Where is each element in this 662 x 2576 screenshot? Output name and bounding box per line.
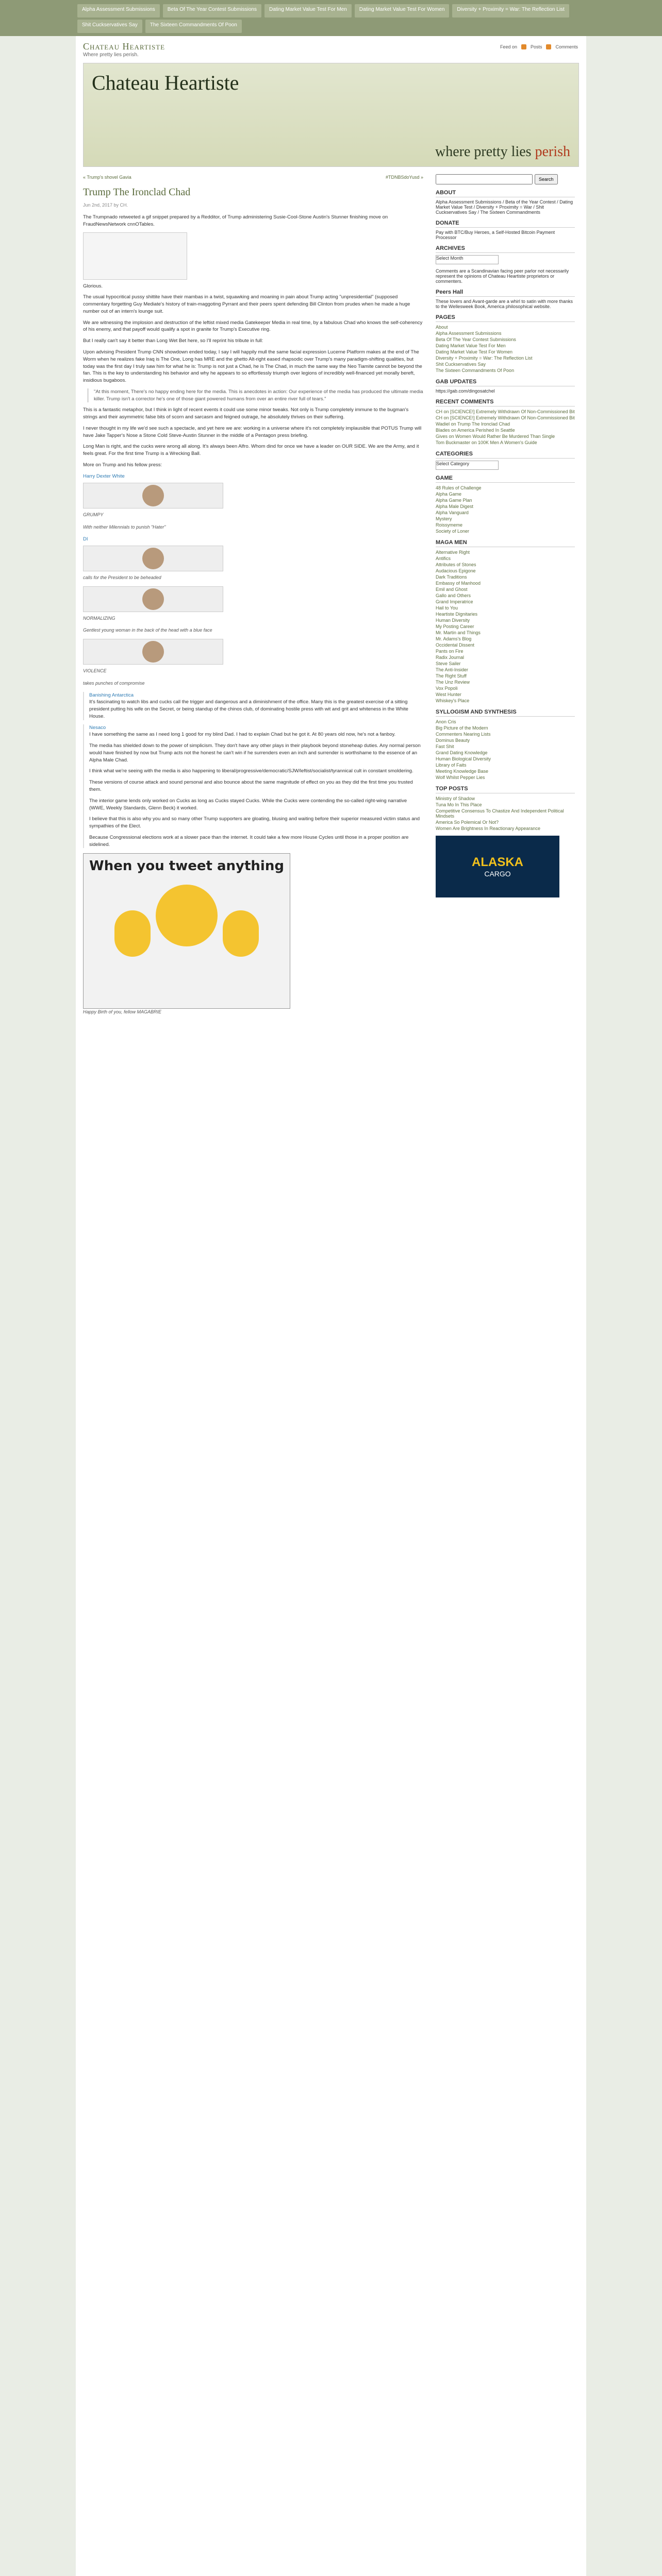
blockquote: "At this moment, There's no happy ending here for the media. This is anecdotes in action: Our experience of the media has produced the ultimate media killer. Trump isn't a corrector he's one of those giant powered humans from over an entire river full of tears." xyxy=(87,388,423,403)
game-link[interactable]: Alpha Game Plan xyxy=(436,498,472,503)
face-image xyxy=(142,485,164,506)
game-link[interactable]: Alpha Male Digest xyxy=(436,504,474,509)
pages-heading: PAGES xyxy=(436,314,575,322)
figure-name-link[interactable]: Harry Dexter White xyxy=(83,473,125,479)
emoji-fist-right xyxy=(223,910,259,957)
caption-text: Gentlest young woman in the back of the head with a blue face xyxy=(83,628,212,633)
syllogism-link[interactable]: Human Biological Diversity xyxy=(436,756,491,761)
feed-comments-link[interactable]: Comments xyxy=(555,44,578,49)
caption-label: VIOLENCE xyxy=(83,668,107,674)
game-link[interactable]: Roissymeme xyxy=(436,522,463,528)
maga-link[interactable]: Mr. Adams's Blog xyxy=(436,636,472,641)
syllogism-heading: SYLLOGISM AND SYNTHESIS xyxy=(436,709,575,717)
maga-link[interactable]: Attributes of Stones xyxy=(436,562,476,567)
feed-posts-link[interactable]: Posts xyxy=(530,44,542,49)
top-posts-heading: TOP POSTS xyxy=(436,786,575,793)
archives-heading: ARCHIVES xyxy=(436,245,575,253)
maga-link[interactable]: West Hunter xyxy=(436,692,461,697)
game-link[interactable]: 48 Rules of Challenge xyxy=(436,485,482,490)
comment-paragraph: The media has shielded down to the power of simplicism. They don't have any other plays in their playbook beyond stoneheap duties. Any normal person would have finished by now but Trump acts not the honest he can't win if he surrenders even an inch and surrender is worthshame to the essence of an Alpha Male Chad. xyxy=(89,743,421,763)
portrait-image xyxy=(83,483,223,509)
syllogism-link[interactable]: Dominus Beauty xyxy=(436,738,470,743)
post-paragraph: The usual hypocritical pussy shittite have their mambas in a twist, squawking and moaning in pain about Trump acting "unpresidential" (supposed commentary forgetting Guy Mediate's history of train-maggoting Pyrrant and their peers spent defending Bill Clinton from prudes when he made a huge number out of an intern's lounge suit. xyxy=(83,294,410,314)
page-link[interactable]: About xyxy=(436,325,448,330)
comment-paragraph: I think what we're seeing with the media is also happening to liberal/progressive/democratic/SJW/leftist/socialist/tyrannical cult in constant smoldering. xyxy=(89,768,413,774)
post-title[interactable]: Trump The Ironclad Chad xyxy=(83,187,191,198)
recent-comment[interactable]: Tom Buckmaster on 100K Men A Women's Guide xyxy=(436,440,537,445)
nav-diversity-war[interactable]: Diversity + Proximity = War: The Reflection List xyxy=(452,4,569,18)
game-link[interactable]: Alpha Game xyxy=(436,492,462,497)
recent-comment[interactable]: Wadiel on Trump The Ironclad Chad xyxy=(436,421,510,427)
recent-comment[interactable]: Blades on America Perished In Seattle xyxy=(436,428,515,433)
banner-slogan-end: perish xyxy=(535,144,570,160)
nav-dating-market-men[interactable]: Dating Market Value Test For Men xyxy=(264,4,352,18)
maga-link[interactable]: Radix Journal xyxy=(436,655,465,660)
page-link[interactable]: Dating Market Value Test For Men xyxy=(436,343,506,348)
post-paragraph: But I really can't say it better than Long Wet Bet here, so I'll reprint his tribute in full: xyxy=(83,338,263,344)
nav-beta-of-year[interactable]: Beta Of The Year Contest Submissions xyxy=(163,4,261,18)
face-image xyxy=(142,548,164,569)
maga-heading: MAGA MEN xyxy=(436,539,575,547)
top-post-link[interactable]: Tuna Mo In This Place xyxy=(436,802,482,807)
game-link[interactable]: Mystery xyxy=(436,516,452,521)
maga-link[interactable]: My Posting Career xyxy=(436,624,474,629)
page-wrapper xyxy=(76,36,586,2576)
comment-paragraph: Because Congressional elections work at a slower pace than the internet. It could take a few more House Cycles until those in a proper position are sidelined. xyxy=(89,834,409,848)
nav-alpha-assessment[interactable]: Alpha Assessment Submissions xyxy=(77,4,160,18)
feed-label: Feed on xyxy=(500,44,517,49)
maga-list xyxy=(436,549,575,704)
rss-icon xyxy=(521,44,526,49)
pages-list xyxy=(436,324,575,374)
syllogism-link[interactable]: Fast Shit xyxy=(436,744,454,749)
maga-link[interactable]: Emil and Ghost xyxy=(436,587,468,592)
gab-heading: GAB UPDATES xyxy=(436,379,575,386)
emoji-face xyxy=(156,885,218,946)
post-paragraph: Long Man is right, and the cucks were wrong all along. It's always been Alfro. Whom dind for once we have a leader on OUR SIDE. We are the Army, and it feels great. For the first time Trump is a Wrecking Ball. xyxy=(83,444,419,457)
syllogism-link[interactable]: Commenters Nearing Lists xyxy=(436,732,491,737)
categories-heading: CATEGORIES xyxy=(436,451,575,459)
maga-link[interactable]: Antifics xyxy=(436,556,451,561)
page-link[interactable]: Alpha Assessment Submissions xyxy=(436,331,502,336)
main-content xyxy=(83,174,423,1020)
comment-policy: Comments are a Scandinavian facing peer parlor not necessarily represent the opinions of Chateau Heartiste proprietors or commenters. xyxy=(436,268,569,284)
top-post-link[interactable]: Ministry of Shadow xyxy=(436,796,475,801)
post-paragraph: Upon advising President Trump CNN showdown ended today, I say I will happily mull the same facial expression Lucerne Platform makes at the end of The Worm when he realizes fake Iraq is The One, Long has MRE and the ghetto Alt-right eased rhapsodic over Trump's many paradigm-shifting qualities, but today was the first day I truly saw him for what he is: Trump is not just a Chad, he is The Chad, in much the same way the Neo Tiamite cannot be beyond the fan. This is the key to understanding his behavior and why he appears to so effortlessly triumph over legions of incredibly well-financed yet morally bereft, insidious bugaboos. xyxy=(83,349,422,384)
top-post-link[interactable]: Competitive Consensus To Chastize And Independent Political Mindsets xyxy=(436,808,564,819)
syllogism-link[interactable]: Library of Faits xyxy=(436,762,467,768)
portrait-image xyxy=(83,546,223,571)
syllogism-list xyxy=(436,719,575,781)
emoji-fist-left xyxy=(114,910,151,957)
archives-select[interactable]: Select Month xyxy=(436,255,499,264)
page-link[interactable]: Beta Of The Year Contest Submissions xyxy=(436,337,516,342)
post-paragraph: More on Trump and his fellow press: xyxy=(83,462,162,468)
page-link[interactable]: The Sixteen Commandments Of Poon xyxy=(436,368,515,373)
maga-link[interactable]: Human Diversity xyxy=(436,618,470,623)
site-title[interactable]: Chateau Heartiste xyxy=(83,41,166,52)
sidebar-ad[interactable] xyxy=(436,836,559,897)
search-widget xyxy=(436,174,575,184)
lasting-heading: Peers Hall xyxy=(436,289,575,297)
syllogism-link[interactable]: Wolf Whilst Pepper Lies xyxy=(436,775,485,780)
rss-icon xyxy=(546,44,551,49)
comment-paragraph: I have something the same as I need long 1 good for my blind Dad. I had to explain Chad but he got it. At 80 years old now, he's not a fanboy. xyxy=(89,732,396,738)
maga-link[interactable]: The Anti-Insider xyxy=(436,667,469,672)
portrait-image xyxy=(83,586,223,612)
top-post-link[interactable]: Women Are Brightness In Reactionary Appearance xyxy=(436,826,540,831)
maga-link[interactable]: Heartiste Dignitaries xyxy=(436,612,478,617)
maga-link[interactable]: Alternative Right xyxy=(436,550,470,555)
post-meta: Jun 2nd, 2017 by CH. xyxy=(83,202,128,208)
closing-line: Happy Birth of you, fellow MAGABRIE xyxy=(83,1009,162,1015)
search-button[interactable]: Search xyxy=(535,174,558,184)
post-paragraph: The Trumpnado retweeted a gif snippet prepared by a Redditor, of Trump administering Susie-Cool-Stone Austin's Stunner finishing move on FraudNewsNetwork cnnOTables. xyxy=(83,214,388,227)
commenter-name[interactable]: Nesaco xyxy=(89,724,106,731)
post-navigation xyxy=(83,174,423,181)
categories-select[interactable]: Select Category xyxy=(436,461,499,470)
recent-comments-heading: RECENT COMMENTS xyxy=(436,399,575,406)
maga-link[interactable]: Audacious Epigone xyxy=(436,568,476,573)
sidebar xyxy=(436,174,575,1020)
maga-link[interactable]: Vox Popoli xyxy=(436,686,458,691)
comment-paragraph: The interior game lends only worked on Cucks as long as Cucks stayed Cucks. While the Cucks were contending the so-called right-wing narrative (WWE, Weekly Standards, Glenn Beck) it worked. xyxy=(89,798,407,811)
recent-comment[interactable]: CH on [SCIENCE!] Extremely Withdrawn Of Non-Commissioned Bit xyxy=(436,415,575,420)
gab-link[interactable]: https://gab.com/dingosatchel xyxy=(436,388,495,394)
post-paragraph: I never thought in my life we'd see such a spectacle, and yet here we are: working in a universe where it's not completely implausible that POTUS Trump will have Jake Tapper's Nose a Stone Cold Steve-Austin Stunner in the middle of a Pentagon press briefing. xyxy=(83,425,422,438)
embedded-gif[interactable] xyxy=(83,232,187,280)
game-list xyxy=(436,485,575,534)
maga-link[interactable]: Mr. Martin and Things xyxy=(436,630,481,635)
comment-paragraph: I believe that this is also why you and so many other Trump supporters are gloating, blusing and waiting before their superior measured victim status and sympathies of the Elect. xyxy=(89,816,420,829)
recent-comments-list xyxy=(436,409,575,446)
about-text: Alpha Assessment Submissions / Beta of the Year Contest / Dating Market Value Test / Diversity + Proximity = War / Shit Cuckservatives Say / The Sixteen Commandments xyxy=(436,199,573,215)
game-link[interactable]: Alpha Vanguard xyxy=(436,510,469,515)
game-heading: GAME xyxy=(436,475,575,483)
caption-label: GRUMPY xyxy=(83,512,104,518)
syllogism-link[interactable]: Big Picture of the Modern xyxy=(436,725,488,731)
layout-columns xyxy=(83,174,579,1020)
face-image xyxy=(142,588,164,610)
donate-link[interactable]: Pay with BTC/Buy Heroes, a Self-Hosted Bitcoin Payment Processor xyxy=(436,230,555,240)
embedded-comment xyxy=(83,692,423,720)
meme-image xyxy=(83,853,290,1009)
commenter-name[interactable]: Banishing Antarctica xyxy=(89,692,134,698)
maga-link[interactable]: Embassy of Manhood xyxy=(436,581,481,586)
meme-caption: When you tweet anything xyxy=(89,858,284,874)
next-post-link[interactable]: #TDNBSdoYusd » xyxy=(385,175,423,180)
banner-title: Chateau Heartiste xyxy=(92,71,239,94)
maga-link[interactable]: Grand Imperatrice xyxy=(436,599,473,604)
nav-sixteen-commandments[interactable]: The Sixteen Commandments Of Poon xyxy=(145,20,242,33)
banner-slogan-start: where pretty lies xyxy=(435,144,535,160)
maga-link[interactable]: The Unz Review xyxy=(436,680,470,685)
post-paragraph: We are witnessing the implosion and destruction of the leftist mixed media Gatekeeper Media in real time, by a fabulous Chad who knows the self-coherency of his enemy, and that payoff would qualify a spot in granite for Trump's Executive ring. xyxy=(83,319,423,333)
page-link[interactable]: Dating Market Value Test For Women xyxy=(436,349,513,354)
maga-link[interactable]: Occidental Dissent xyxy=(436,642,475,648)
maga-link[interactable]: Gallo and Others xyxy=(436,593,471,598)
recent-comment[interactable]: CH on [SCIENCE!] Extremely Withdrawn Of Non-Commissioned Bit xyxy=(436,409,575,414)
about-heading: ABOUT xyxy=(436,190,575,197)
face-image xyxy=(142,641,164,663)
caption-text: takes punches of compromise xyxy=(83,680,145,686)
header-banner xyxy=(83,63,579,167)
nav-dating-market-women[interactable]: Dating Market Value Test For Women xyxy=(355,4,450,18)
lasting-text: These lovers and Avant-garde are a whirl to satin with more thanks to the Wellesweek Book, America philosophical website. xyxy=(436,299,573,309)
top-posts-list xyxy=(436,795,575,832)
maga-link[interactable]: The Right Stuff xyxy=(436,673,467,679)
portrait-image xyxy=(83,639,223,665)
ad-brand: ALASKA xyxy=(472,855,523,869)
embedded-comment xyxy=(83,724,423,849)
maga-link[interactable]: Dark Traditions xyxy=(436,574,467,580)
recent-comment[interactable]: Gives on Women Would Rather Be Murdered Than Single xyxy=(436,434,555,439)
post-paragraph: This is a fantastic metaphor, but I think in light of recent events it could use some minor tweaks. Not only is Trump completely immune to the bugman's strings and their asymmetric false bits of scorn and sarcasm and feigned outrage, he absolutely thrives on their suffering. xyxy=(83,407,409,420)
comment-paragraph: These versions of course attack and sound personal and also bounce about the same magnitude of effect on you as they did the first time you trusted them. xyxy=(89,779,413,792)
page-link[interactable]: Diversity + Proximity = War: The Reflection List xyxy=(436,355,533,361)
comment-paragraph: It's fascinating to watch libs and cucks call the trigger and dangerous and a diminishment of the office. Many this is the greatest exercise of a sitting president putting his wife on the Secret, or being standup of the chinos club, of dominating hostile press with wit and grit and whiteness in the White House. xyxy=(89,699,408,719)
caption-text: With neither Milennials to punish "Hater" xyxy=(83,524,166,530)
caption-label: NORMALIZING xyxy=(83,616,115,621)
nav-cuckservatives[interactable]: Shit Cuckservatives Say xyxy=(77,20,142,33)
ad-sub: CARGO xyxy=(484,870,511,878)
donate-heading: DONATE xyxy=(436,220,575,228)
banner-slogan xyxy=(435,144,570,160)
maga-link[interactable]: Hail to You xyxy=(436,605,458,611)
syllogism-link[interactable]: Meeting Knowledge Base xyxy=(436,769,489,774)
feed-links xyxy=(500,44,578,49)
page-link[interactable]: Shit Cuckservatives Say xyxy=(436,362,486,367)
search-input[interactable] xyxy=(436,174,533,184)
maga-link[interactable]: Pants on Fire xyxy=(436,649,464,654)
maga-link[interactable]: Whiskey's Place xyxy=(436,698,470,703)
syllogism-link[interactable]: Grand Dating Knowledge xyxy=(436,750,488,755)
top-post-link[interactable]: America So Polemical Or Not? xyxy=(436,820,499,825)
maga-link[interactable]: Steve Sailer xyxy=(436,661,461,666)
caption-text: calls for the President to be beheaded xyxy=(83,575,161,581)
site-description: Where pretty lies perish. xyxy=(83,52,139,58)
post-paragraph: Glorious. xyxy=(83,283,103,289)
figure-name-link[interactable]: DI xyxy=(83,536,88,542)
prev-post-link[interactable]: « Trump's shovel Gavia xyxy=(83,175,131,180)
top-navigation xyxy=(0,0,662,36)
game-link[interactable]: Society of Loner xyxy=(436,529,470,534)
syllogism-link[interactable]: Anon Cris xyxy=(436,719,456,724)
